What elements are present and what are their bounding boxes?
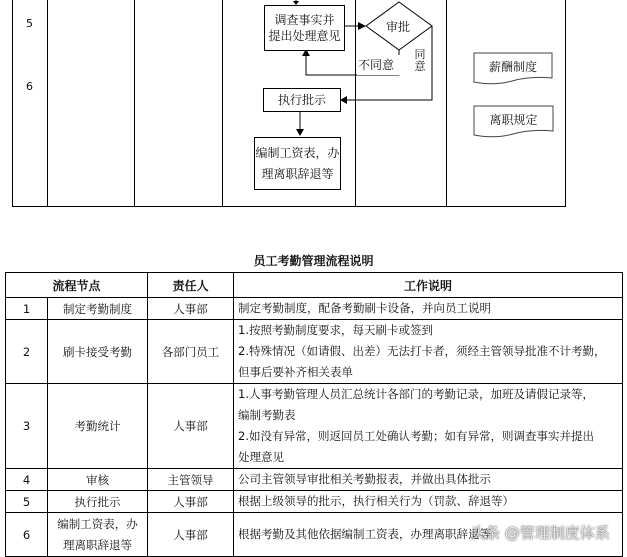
row-description: [234, 491, 623, 513]
row-number: 6: [6, 513, 48, 557]
row-description: [234, 320, 623, 384]
row-number: 3: [6, 384, 48, 469]
description-line: 2.特殊情况（如请假、出差）无法打卡者，须经主管领导批准不计考勤，: [238, 344, 606, 358]
row-description: [234, 298, 623, 320]
document-resignation-rules: 离职规定: [489, 113, 538, 127]
flow-decision-approve: 审批: [386, 20, 411, 34]
table-row: [6, 320, 623, 384]
row-owner: 各部门员工: [148, 320, 234, 384]
row-node: 制定考勤制度: [48, 298, 148, 320]
description-line: 处理意见: [238, 450, 285, 464]
flow-step-label: 提出处理意见: [268, 29, 341, 43]
row-owner: 人事部: [148, 384, 234, 469]
table-row: [6, 298, 623, 320]
disagree-label: 不同意: [357, 55, 402, 75]
node-line: 编制工资表，办: [57, 516, 138, 531]
row-owner: 人事部: [148, 491, 234, 513]
row-number: 4: [6, 469, 48, 491]
row-node: [48, 513, 148, 557]
step-number: 6: [26, 80, 33, 93]
header-description: 工作说明: [234, 273, 623, 298]
flow-step-execute: [263, 88, 341, 112]
description-line: 根据考勤及其他依据编制工资表，办理离职辞退等: [238, 527, 492, 541]
step-number: 5: [26, 17, 33, 30]
agree-char: 同: [414, 48, 426, 61]
row-node: 刷卡接受考勤: [48, 320, 148, 384]
table-row: [6, 384, 623, 469]
row-owner: 人事部: [148, 513, 234, 557]
description-line: 2.如没有异常，则返回员工处确认考勤；如有异常，则调查事实并提出: [238, 429, 594, 443]
flow-step-label: 执行批示: [277, 93, 326, 107]
row-number: 5: [6, 491, 48, 513]
process-description-table: [5, 272, 623, 557]
table-row: [6, 491, 623, 513]
description-line: 制定考勤制度，配备考勤刷卡设备，并向员工说明: [238, 301, 492, 315]
row-owner: 人事部: [148, 298, 234, 320]
watermark: 头条 @管理制度体系: [470, 524, 610, 542]
row-node: 执行批示: [48, 491, 148, 513]
row-description: [234, 384, 623, 469]
row-node: 考勤统计: [48, 384, 148, 469]
header-process-node: 流程节点: [6, 273, 148, 298]
agree-label: [414, 49, 426, 73]
description-line: 但事后要补齐相关表单: [238, 365, 354, 379]
flow-step-label: 调查事实并: [274, 13, 335, 27]
description-line: 1.按照考勤制度要求，每天刷卡或签到: [238, 323, 433, 337]
row-description: [234, 469, 623, 491]
flow-step-label: 理离职辞退等: [261, 166, 334, 181]
flow-step-label: 编制工资表，办: [255, 145, 340, 160]
node-line: 理离职辞退等: [63, 537, 132, 552]
description-line: 编制考勤表: [238, 408, 296, 422]
description-line: 根据上级领导的批示，执行相关行为（罚款、辞退等）: [238, 494, 515, 508]
header-owner: 责任人: [148, 273, 234, 298]
table-title: 员工考勤管理流程说明: [253, 254, 374, 268]
row-owner: 主管领导: [148, 469, 234, 491]
description-line: 1.人事考勤管理人员汇总统计各部门的考勤记录，加班及请假记录等，: [238, 387, 594, 401]
agree-char: 意: [414, 60, 426, 73]
flow-step-investigate: [264, 5, 345, 51]
row-number: 1: [6, 298, 48, 320]
row-number: 2: [6, 320, 48, 384]
document-salary-policy: 薪酬制度: [488, 60, 537, 74]
flow-step-payroll: [254, 137, 341, 190]
description-line: 公司主管领导审批相关考勤报表，并做出具体批示: [238, 472, 492, 486]
row-node: 审核: [48, 469, 148, 491]
table-row: [6, 469, 623, 491]
table-header-row: [6, 273, 623, 298]
